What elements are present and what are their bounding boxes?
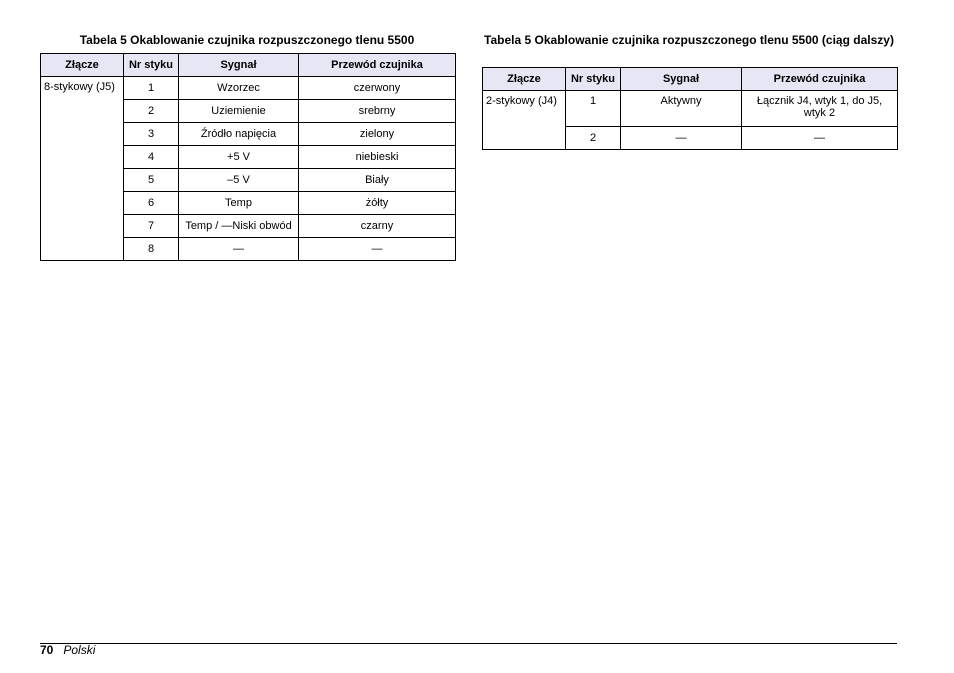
header-connector: Złącze <box>41 54 124 77</box>
signal-cell: Aktywny <box>621 91 742 127</box>
wire-cell: czerwony <box>299 77 456 100</box>
page-number: 70 <box>40 643 54 657</box>
wire-cell: czarny <box>299 215 456 238</box>
pin-cell: 2 <box>566 127 621 150</box>
page-footer <box>40 642 95 658</box>
pin-cell: 2 <box>124 100 179 123</box>
table1-header-row <box>41 54 456 77</box>
wire-cell: Biały <box>299 169 456 192</box>
wire-cell: srebrny <box>299 100 456 123</box>
wire-cell: — <box>299 238 456 261</box>
header-pin: Nr styku <box>566 68 621 91</box>
signal-cell: Temp <box>179 192 299 215</box>
footer-language: Polski <box>63 643 96 657</box>
connector-cell: 8-stykowy (J5) <box>41 77 124 261</box>
signal-cell: — <box>179 238 299 261</box>
pin-cell: 7 <box>124 215 179 238</box>
table2-caption: Tabela 5 Okablowanie czujnika rozpuszczonego tlenu 5500 (ciąg dalszy) <box>484 33 894 47</box>
pin-cell: 1 <box>566 91 621 127</box>
pin-cell: 3 <box>124 123 179 146</box>
table2-header-row <box>483 68 898 91</box>
table2 <box>482 67 898 150</box>
connector-cell: 2-stykowy (J4) <box>483 91 566 150</box>
footer-divider <box>40 643 897 644</box>
pin-cell: 1 <box>124 77 179 100</box>
wire-cell: zielony <box>299 123 456 146</box>
table1-caption: Tabela 5 Okablowanie czujnika rozpuszczonego tlenu 5500 <box>79 33 415 47</box>
signal-cell: Uziemienie <box>179 100 299 123</box>
table-row <box>483 91 898 127</box>
signal-cell: Temp / —Niski obwód <box>179 215 299 238</box>
wire-cell: — <box>742 127 898 150</box>
table-row <box>41 77 456 100</box>
signal-cell: +5 V <box>179 146 299 169</box>
wire-cell: Łącznik J4, wtyk 1, do J5, wtyk 2 <box>742 91 898 127</box>
wire-cell: niebieski <box>299 146 456 169</box>
header-wire: Przewód czujnika <box>742 68 898 91</box>
header-connector: Złącze <box>483 68 566 91</box>
pin-cell: 8 <box>124 238 179 261</box>
header-wire: Przewód czujnika <box>299 54 456 77</box>
pin-cell: 6 <box>124 192 179 215</box>
header-pin: Nr styku <box>124 54 179 77</box>
signal-cell: — <box>621 127 742 150</box>
wire-cell: żółty <box>299 192 456 215</box>
signal-cell: –5 V <box>179 169 299 192</box>
table1 <box>40 53 456 261</box>
header-signal: Sygnał <box>179 54 299 77</box>
pin-cell: 4 <box>124 146 179 169</box>
signal-cell: Wzorzec <box>179 77 299 100</box>
pin-cell: 5 <box>124 169 179 192</box>
signal-cell: Źródło napięcia <box>179 123 299 146</box>
header-signal: Sygnał <box>621 68 742 91</box>
